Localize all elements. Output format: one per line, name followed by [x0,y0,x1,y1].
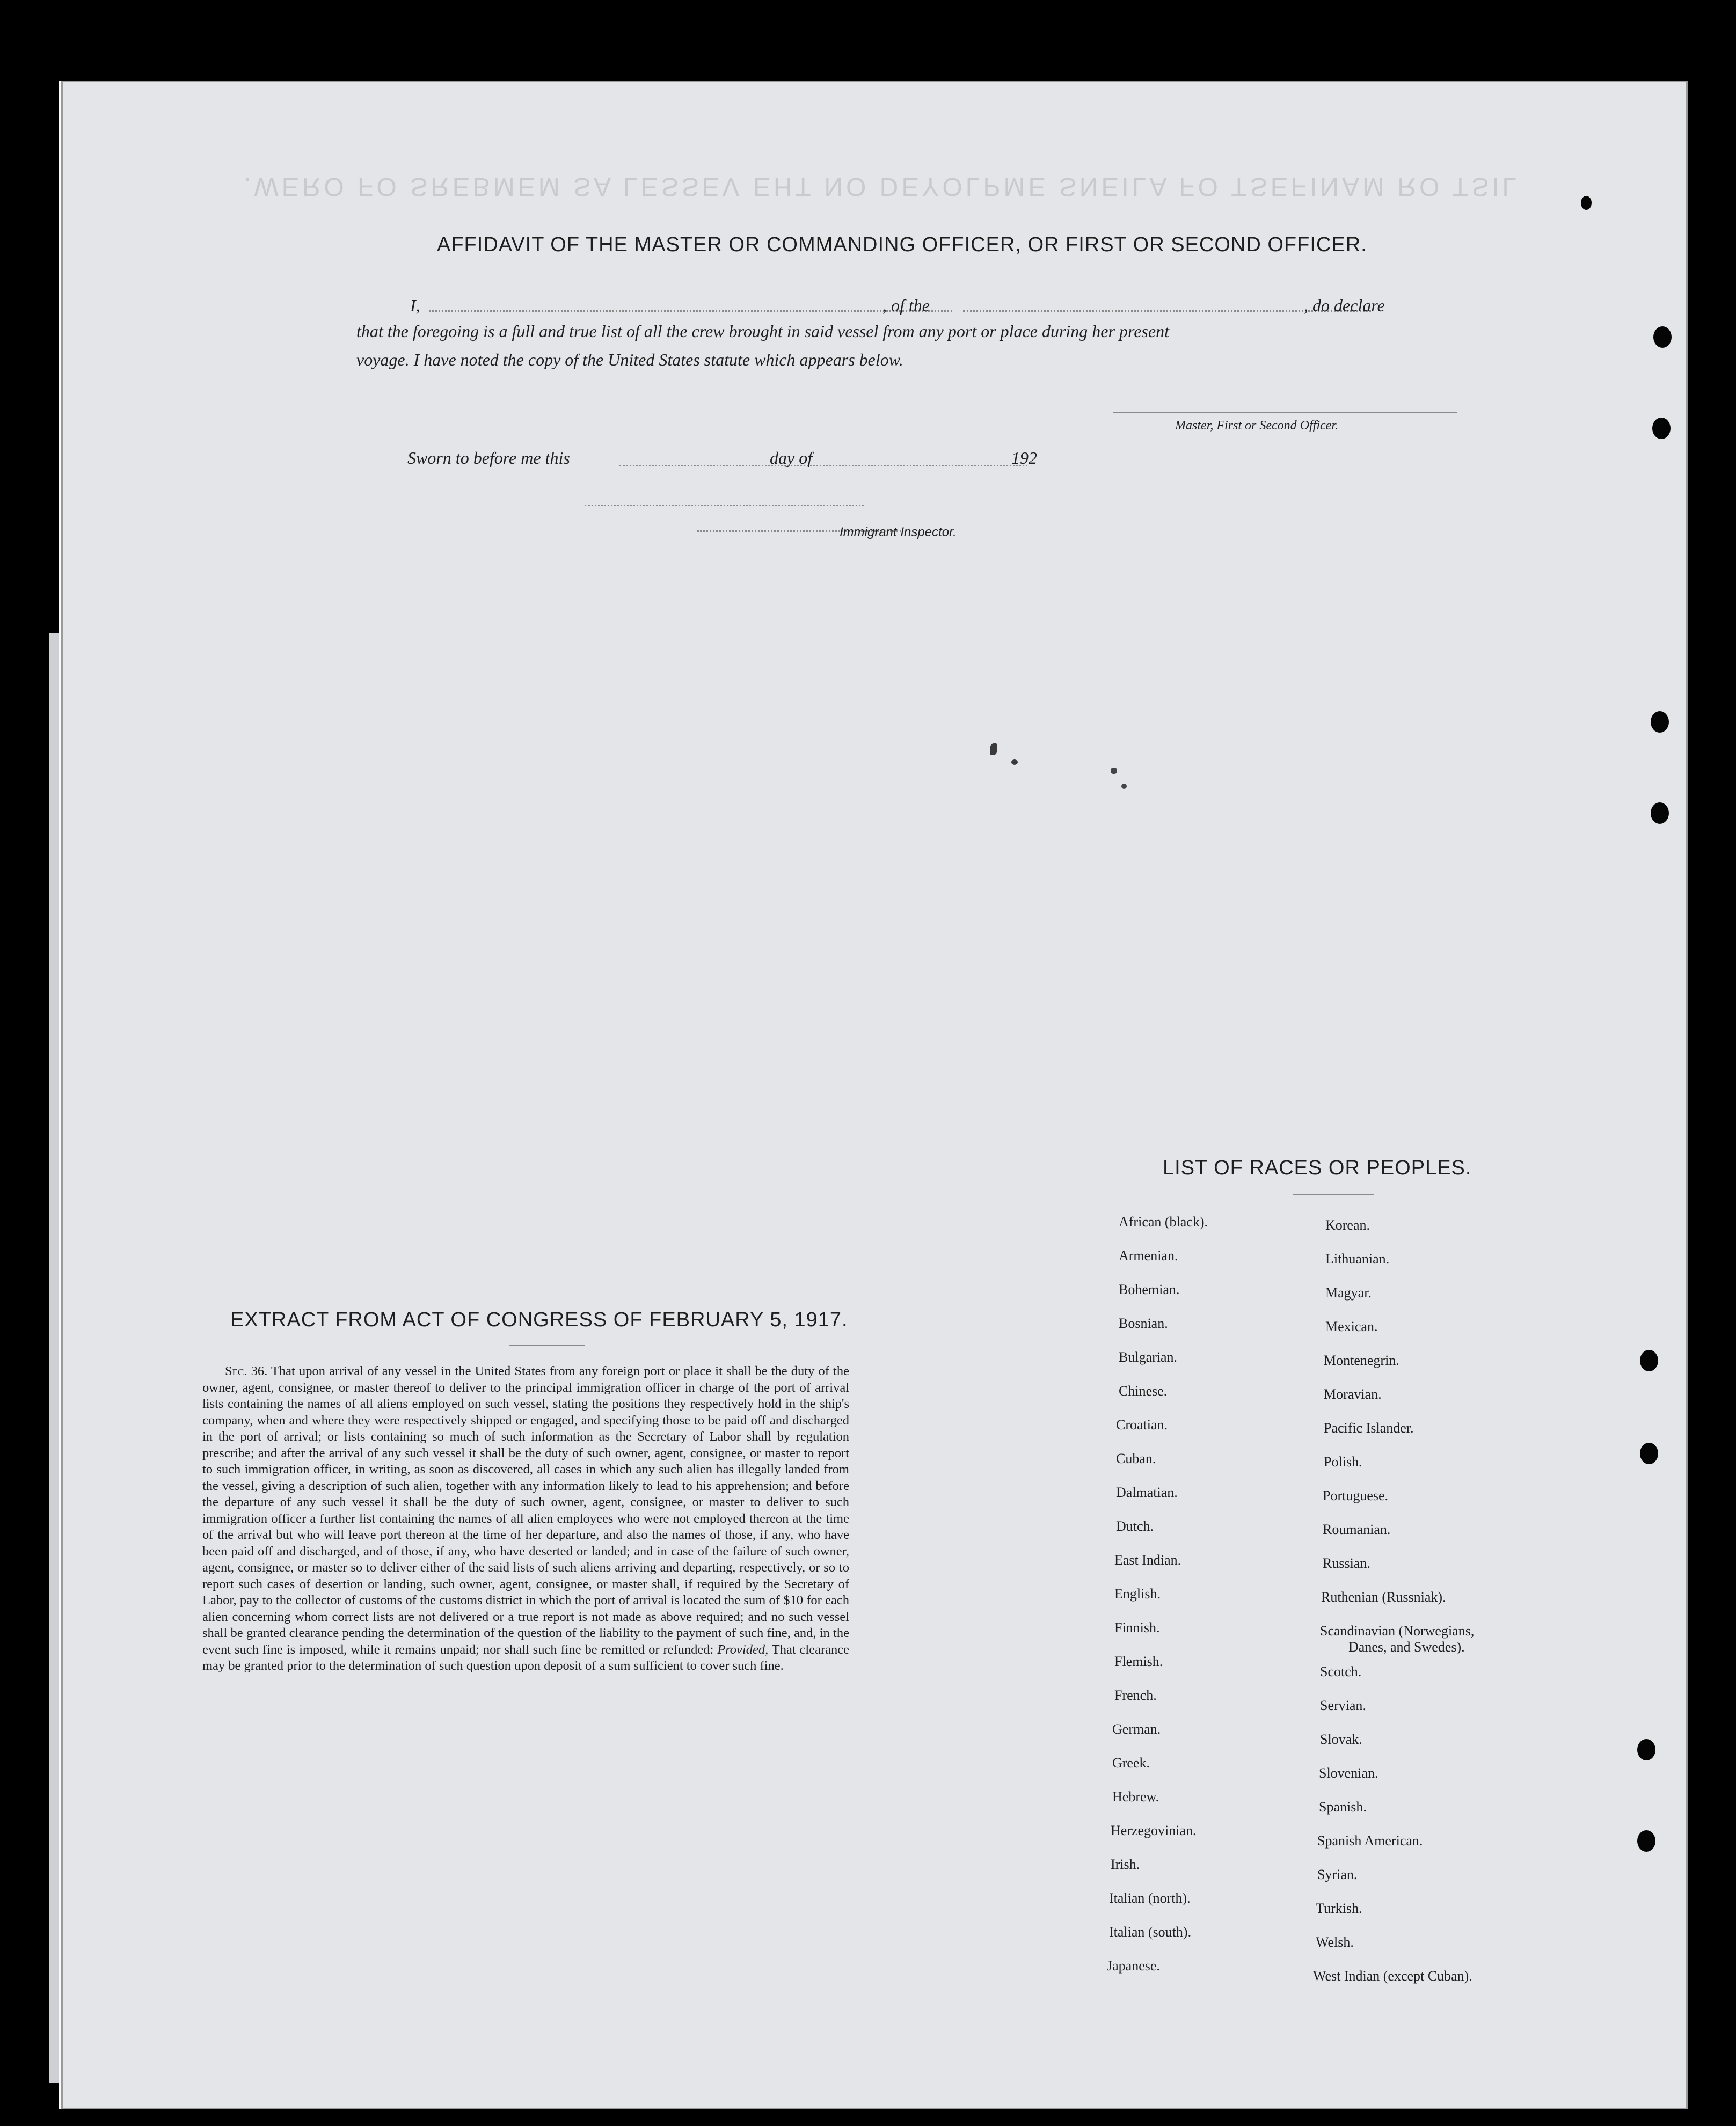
stray-mark [1121,784,1127,789]
sworn-day-of: day of [770,448,813,467]
section-text-b: That clearance may be granted prior to the determination of such question upon deposit of a sum sufficient to cover such fine. [202,1642,850,1673]
section-text-a: That upon arrival of any vessel in the United States from any foreign port or place it shall be the duty of the owner, agent, consignee, or master thereof to deliver to the principal immigration officer in charge of the port of arrival lists containing the names of all aliens employed on such vessel, stating the positions they respectively hold in the ship's company, when and where they were respectively shipped or engaged, and specifying those to be paid off and discharged in the port of arrival; or lists containing so much of such information as the Secretary of Labor shall by regulation prescribe; and after the arrival of any such vessel it shall be the duty of such owner, agent, consignee, or master to report to such immigration officer, in writing, as soon as discovered, all cases in which any such alien has illegally landed from the vessel, giving a description of such alien, together with any information likely to lead to his apprehension; and before the departure of any such vessel it shall be the duty of such owner, agent, consignee, or master to deliver to such immigration officer a further list containing the names of all alien employees who were not employed thereon at the time of the arrival but who will leave port thereon at the time of her departure, and also the names of those, if any, who have been paid off and discharged, and of those, if any, who have deserted or landed; and in case of the failure of such owner, agent, consignee, or master so to deliver either of the said lists of such aliens arriving and departing, respectively, or so to report such cases of desertion or landing, such owner, agent, consignee, or master shall, if required by the Secretary of Labor, pay to the collector of customs of the customs district in which the port of arrival is located the sum of $10 for each alien concerning whom correct lists are not delivered or a true report is not made as above required; and no such vessel shall be granted clearance pending the determination of the question of the liability to the payment of such fine, and, in the event such fine is imposed, while it remains unpaid; nor shall such fine be remitted or refunded: [202,1364,849,1657]
race-item: Bulgarian. [1119,1349,1178,1365]
race-item: Japanese. [1107,1958,1160,1974]
master-signature-caption: Master, First or Second Officer. [1175,419,1338,433]
race-item: Montenegrin. [1324,1353,1399,1368]
manifest-page [59,81,1688,2109]
race-item: French. [1114,1687,1157,1703]
race-item: Spanish American. [1317,1833,1423,1849]
affidavit-title: AFFIDAVIT OF THE MASTER OR COMMANDING OFFICER, OR FIRST OR SECOND OFFICER. [437,233,1367,256]
extract-section-36 [202,1363,849,1675]
punch-hole [1652,418,1671,439]
race-item: Ruthenian (Russniak). [1321,1589,1446,1605]
punch-hole [1653,326,1672,348]
race-item: German. [1112,1721,1161,1737]
race-item: Croatian. [1116,1417,1168,1433]
race-item: Armenian. [1119,1248,1178,1263]
race-item: Spanish. [1319,1799,1367,1815]
race-item: Herzegovinian. [1111,1823,1197,1838]
race-item: Bosnian. [1119,1316,1168,1331]
race-item: Lithuanian. [1325,1251,1390,1267]
affidavit-line-1-do-declare: , do declare [1304,296,1385,315]
race-item: Italian (north). [1109,1890,1191,1906]
race-item: Magyar. [1325,1285,1372,1301]
race-item: Pacific Islander. [1324,1420,1414,1436]
races-title-rule [1293,1194,1374,1195]
race-item: African (black). [1119,1214,1208,1230]
punch-hole [1637,1739,1655,1760]
punch-hole [1637,1830,1655,1852]
race-item: Welsh. [1316,1934,1354,1950]
sworn-year: 192 [1011,448,1037,467]
race-item: Polish. [1324,1454,1362,1470]
race-item: Italian (south). [1109,1924,1192,1940]
section-label: Sec. 36. [225,1364,268,1378]
punch-hole [1640,1443,1658,1464]
race-item: Russian. [1323,1555,1370,1571]
stray-mark [1111,768,1117,774]
race-item: Hebrew. [1112,1789,1159,1804]
race-item: Bohemian. [1119,1282,1180,1297]
race-item: Servian. [1320,1698,1366,1713]
affidavit-line-3: voyage. I have noted the copy of the United States statute which appears below. [356,350,903,369]
race-item: Portuguese. [1323,1488,1389,1503]
race-item: West Indian (except Cuban). [1313,1968,1472,1984]
race-item: Flemish. [1114,1654,1163,1669]
race-item: Roumanian. [1323,1522,1391,1537]
race-item: Turkish. [1316,1901,1362,1916]
inspector-signature-line[interactable] [585,505,864,506]
race-item: Dutch. [1116,1518,1154,1534]
race-item: Scandinavian (Norwegians, [1320,1623,1475,1639]
race-item: Mexican. [1325,1319,1378,1334]
race-item: Dalmatian. [1116,1485,1178,1500]
affidavit-line-1-i: I, [410,296,420,315]
inspector-caption: Immigrant Inspector. [840,525,957,539]
extract-title-rule [509,1345,585,1346]
punch-hole [1640,1350,1658,1371]
affidavit-line-1-of-the: , of the [882,296,930,315]
sworn-month-blank[interactable] [829,465,1027,466]
bleed-through-heading: .WERO FO SREBMEM SA LESSEV EHT NO DEYOLPME SNEILA FO TSEFINAM RO TSIL [244,172,1520,201]
race-item-continuation: Danes, and Swedes). [1348,1639,1465,1655]
race-item: Scotch. [1320,1664,1362,1679]
punch-hole [1651,802,1669,824]
sworn-prefix: Sworn to before me this [407,448,570,467]
section-provided: Provided, [717,1642,769,1657]
race-item: Chinese. [1119,1383,1168,1399]
race-item: Cuban. [1116,1451,1156,1466]
affidavit-line-2: that the foregoing is a full and true list of all the crew brought in said vessel from any port or place during her present [356,322,1169,341]
race-item: English. [1114,1586,1161,1602]
race-item: Korean. [1325,1217,1370,1233]
punch-hole [1651,711,1669,733]
race-item: Syrian. [1317,1867,1358,1882]
stray-mark [1011,759,1018,765]
master-signature-line[interactable] [1113,412,1457,413]
race-item: Greek. [1112,1755,1150,1771]
punch-hole [1581,196,1592,210]
race-item: Irish. [1111,1857,1140,1872]
extract-title: EXTRACT FROM ACT OF CONGRESS OF FEBRUARY 5, 1917. [230,1309,848,1331]
race-item: Finnish. [1114,1620,1160,1635]
race-item: East Indian. [1114,1552,1181,1568]
race-item: Slovenian. [1319,1765,1378,1781]
races-title: LIST OF RACES OR PEOPLES. [1163,1157,1472,1179]
master-name-blank[interactable] [429,310,952,312]
stray-mark [990,743,997,755]
race-item: Slovak. [1320,1732,1362,1747]
race-item: Moravian. [1324,1386,1382,1402]
